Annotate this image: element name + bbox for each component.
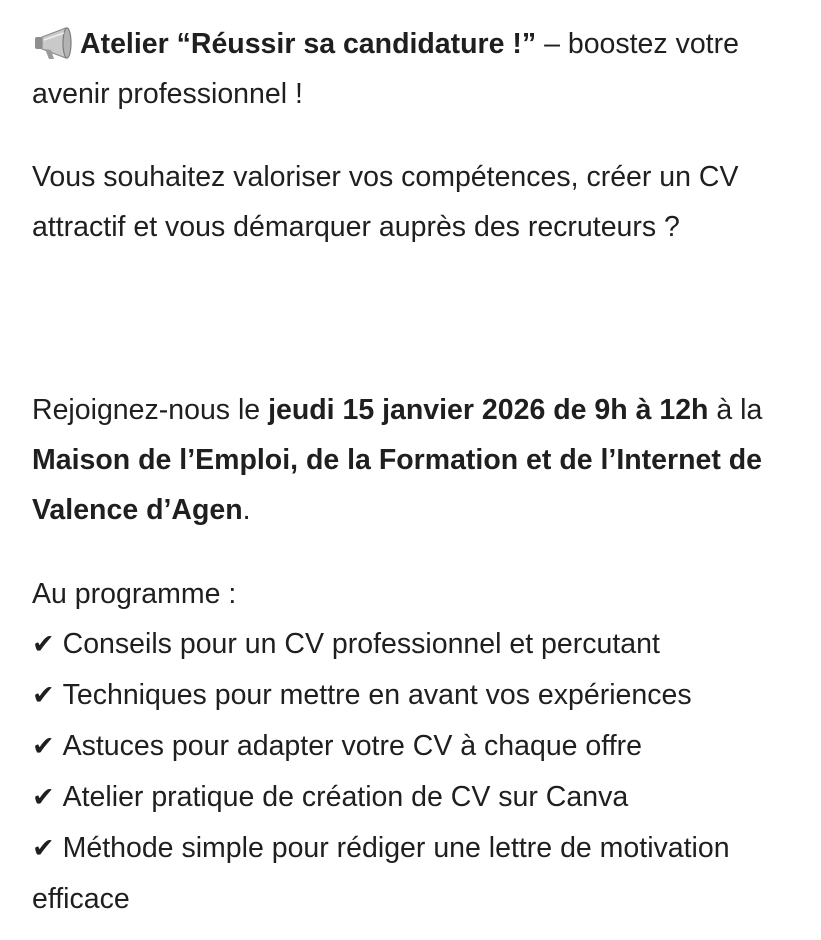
event-venue: Maison de l’Emploi, de la Formation et de l’Internet de Valence d’Agen <box>32 444 763 526</box>
program-item <box>32 772 797 823</box>
question-paragraph: Vous souhaitez valoriser vos compétences, créer un CV attractif et vous démarquer auprès des recruteurs ? <box>32 161 739 243</box>
check-icon: ✔ <box>32 629 55 660</box>
program-item <box>32 670 797 721</box>
event-middle: à la <box>708 394 763 426</box>
program-item-text: Astuces pour adapter votre CV à chaque offre <box>62 730 642 762</box>
event-paragraph <box>32 385 797 535</box>
program-item-text: Techniques pour mettre en avant vos expériences <box>62 679 692 711</box>
program-list <box>32 619 797 924</box>
event-suffix: . <box>242 494 251 526</box>
check-icon: ✔ <box>32 731 55 762</box>
program-heading: Au programme : <box>32 578 237 610</box>
check-icon: ✔ <box>32 833 55 864</box>
program-section <box>32 569 797 924</box>
event-date: jeudi 15 janvier 2026 de 9h à 12h <box>268 394 709 426</box>
program-item-text: Conseils pour un CV professionnel et percutant <box>62 628 660 660</box>
program-item <box>32 823 797 924</box>
check-icon: ✔ <box>32 680 55 711</box>
workshop-title: Atelier “Réussir sa candidature !” <box>80 28 537 60</box>
program-item-text: Atelier pratique de création de CV sur Canva <box>62 781 629 813</box>
program-item <box>32 619 797 670</box>
workshop-tagline: – boostez votre avenir professionnel ! <box>32 28 739 110</box>
megaphone-icon <box>32 26 78 62</box>
intro-paragraph <box>32 19 797 119</box>
event-prefix: Rejoignez-nous le <box>32 394 269 426</box>
program-item-text: Méthode simple pour rédiger une lettre de motivation efficace <box>32 832 730 915</box>
program-item <box>32 721 797 772</box>
check-icon: ✔ <box>32 782 55 813</box>
